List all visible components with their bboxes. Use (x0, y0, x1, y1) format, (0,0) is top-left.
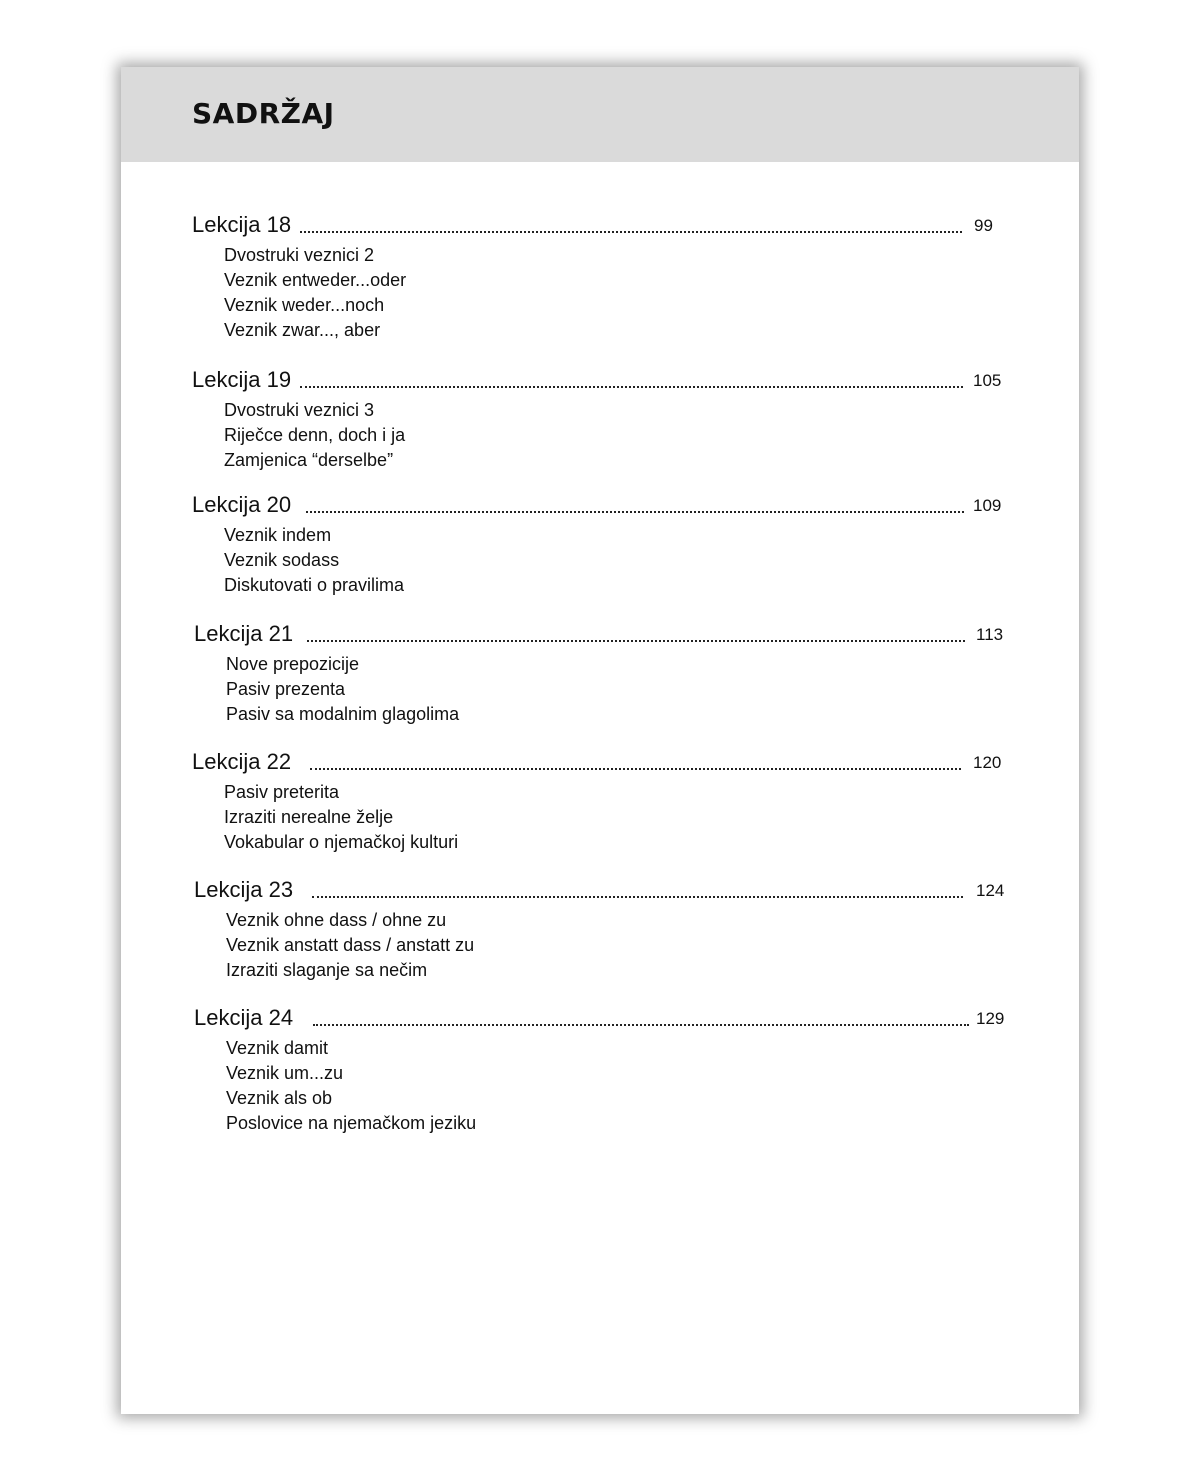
topic-item: Veznik um...zu (226, 1063, 344, 1083)
toc-entry (194, 876, 1014, 983)
topic-list (224, 780, 1012, 855)
dot-leader (307, 640, 965, 642)
topic-item: Veznik anstatt dass / anstatt zu (226, 935, 475, 955)
toc-entry-row (192, 491, 1012, 519)
toc-entry (192, 491, 1012, 598)
toc-entry-row (192, 211, 1012, 239)
toc-entry (194, 1004, 1014, 1136)
topic-list (226, 652, 1014, 727)
page-number: 124 (976, 881, 1005, 900)
toc-entry-row (194, 1004, 1014, 1032)
table-of-contents (121, 67, 1079, 1414)
topic-item: Veznik entweder...oder (224, 270, 407, 290)
topic-item: Riječce denn, doch i ja (224, 425, 406, 445)
topic-item: Poslovice na njemačkom jeziku (226, 1113, 477, 1133)
topic-item: Diskutovati o pravilima (224, 575, 405, 595)
lesson-title[interactable]: Lekcija 23 (194, 876, 299, 904)
page-number: 109 (973, 496, 1002, 515)
page-number: 99 (974, 216, 993, 235)
toc-entry-row (192, 748, 1012, 776)
dot-leader (313, 1024, 969, 1026)
dot-leader (300, 386, 963, 388)
toc-entry-row (194, 620, 1014, 648)
page-title: SADRŽAJ (192, 97, 335, 130)
dot-leader (312, 896, 963, 898)
topic-item: Dvostruki veznici 2 (224, 245, 375, 265)
page-number: 113 (976, 625, 1004, 644)
dot-leader (300, 231, 962, 233)
toc-entry (192, 366, 1012, 473)
toc-entry (194, 620, 1014, 727)
lesson-title[interactable]: Lekcija 22 (192, 748, 297, 776)
lesson-title[interactable]: Lekcija 21 (194, 620, 299, 648)
page-number: 105 (973, 371, 1002, 390)
dot-leader (310, 768, 961, 770)
lesson-title[interactable]: Lekcija 20 (192, 491, 297, 519)
page-number: 120 (973, 753, 1002, 772)
toc-entry (192, 211, 1012, 343)
topic-item: Pasiv sa modalnim glagolima (226, 704, 460, 724)
topic-list (224, 523, 1012, 598)
topic-item: Vokabular o njemačkoj kulturi (224, 832, 459, 852)
lesson-title[interactable]: Lekcija 24 (194, 1004, 299, 1032)
topic-item: Veznik indem (224, 525, 332, 545)
topic-item: Izraziti nerealne želje (224, 807, 394, 827)
topic-item: Pasiv prezenta (226, 679, 346, 699)
topic-item: Veznik weder...noch (224, 295, 385, 315)
topic-list (226, 908, 1014, 983)
lesson-title[interactable]: Lekcija 19 (192, 366, 297, 394)
toc-entry-row (194, 876, 1014, 904)
topic-item: Veznik ohne dass / ohne zu (226, 910, 447, 930)
topic-list (226, 1036, 1014, 1136)
topic-item: Pasiv preterita (224, 782, 340, 802)
topic-item: Dvostruki veznici 3 (224, 400, 375, 420)
document-page (121, 67, 1079, 1414)
page-number: 129 (976, 1009, 1005, 1028)
topic-item: Veznik damit (226, 1038, 329, 1058)
topic-item: Nove prepozicije (226, 654, 360, 674)
lesson-title[interactable]: Lekcija 18 (192, 211, 297, 239)
dot-leader (306, 511, 964, 513)
topic-item: Izraziti slaganje sa nečim (226, 960, 428, 980)
toc-entry (192, 748, 1012, 855)
topic-list (224, 243, 1012, 343)
topic-item: Zamjenica “derselbe” (224, 450, 394, 470)
topic-item: Veznik als ob (226, 1088, 333, 1108)
topic-item: Veznik sodass (224, 550, 340, 570)
toc-entry-row (192, 366, 1012, 394)
topic-list (224, 398, 1012, 473)
topic-item: Veznik zwar..., aber (224, 320, 381, 340)
